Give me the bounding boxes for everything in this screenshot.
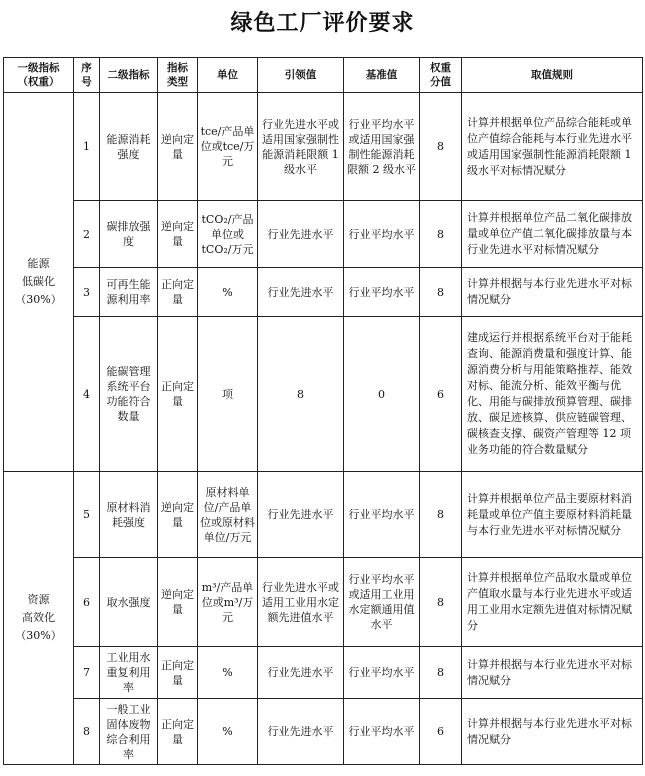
row-type: 正向定量 — [158, 317, 198, 472]
row-weight: 8 — [420, 472, 462, 558]
row-seq: 7 — [74, 647, 100, 699]
row-indicator: 取水强度 — [100, 558, 158, 647]
row-seq: 2 — [74, 201, 100, 268]
page-title: 绿色工厂评价要求 — [230, 10, 415, 36]
header-lead: 引领值 — [258, 58, 344, 93]
row-indicator: 能碳管理系统平台功能符合数量 — [100, 317, 158, 472]
evaluation-table — [3, 57, 643, 765]
row-seq: 5 — [74, 472, 100, 558]
row-rule: 计算并根据与本行业先进水平对标情况赋分 — [462, 647, 643, 699]
row-lead: 行业先进水平 — [258, 699, 344, 765]
row-rule: 计算并根据单位产品综合能耗或单位产值综合能耗与本行业先进水平或适用国家强制性能源消耗限额 1 级水平对标情况赋分 — [462, 93, 643, 201]
row-base: 行业平均水平 — [344, 472, 420, 558]
header-seq: 序 号 — [74, 58, 100, 93]
row-rule: 计算并根据单位产品二氧化碳排放量或单位产值二氧化碳排放量与本行业先进水平对标情况赋分 — [462, 201, 643, 268]
row-indicator: 碳排放强度 — [100, 201, 158, 268]
header-level2: 二级指标 — [100, 58, 158, 93]
table-row — [4, 558, 643, 647]
row-lead: 行业先进水平或适用工业用水定额先进值水平 — [258, 558, 344, 647]
row-lead: 行业先进水平 — [258, 268, 344, 317]
row-weight: 8 — [420, 647, 462, 699]
row-rule: 计算并根据与本行业先进水平对标情况赋分 — [462, 699, 643, 765]
header-rule: 取值规则 — [462, 58, 643, 93]
category-resource: 资源 高效化 （30%） — [4, 472, 74, 765]
row-rule: 计算并根据单位产品主要原材料消耗量或单位产值主要原材料消耗量与本行业先进水平对标情况赋分 — [462, 472, 643, 558]
header-base: 基准值 — [344, 58, 420, 93]
row-unit: tCO₂/产品单位或tCO₂/万元 — [198, 201, 258, 268]
row-base: 行业平均水平或适用工业用水定额通用值水平 — [344, 558, 420, 647]
header-unit: 单位 — [198, 58, 258, 93]
row-base: 行业平均水平 — [344, 201, 420, 268]
row-indicator: 工业用水重复利用率 — [100, 647, 158, 699]
row-weight: 8 — [420, 558, 462, 647]
row-indicator: 原材料消耗强度 — [100, 472, 158, 558]
row-weight: 6 — [420, 317, 462, 472]
row-rule: 计算并根据与本行业先进水平对标情况赋分 — [462, 268, 643, 317]
row-indicator: 可再生能源利用率 — [100, 268, 158, 317]
row-unit: % — [198, 268, 258, 317]
row-base: 行业平均水平 — [344, 268, 420, 317]
row-weight: 8 — [420, 201, 462, 268]
row-type: 逆向定量 — [158, 93, 198, 201]
row-lead: 8 — [258, 317, 344, 472]
row-seq: 1 — [74, 93, 100, 201]
row-seq: 6 — [74, 558, 100, 647]
header-row — [4, 58, 643, 93]
row-weight: 8 — [420, 268, 462, 317]
table-row — [4, 699, 643, 765]
row-weight: 6 — [420, 699, 462, 765]
row-unit: 原材料单位/产品单位或原材料单位/万元 — [198, 472, 258, 558]
row-lead: 行业先进水平 — [258, 201, 344, 268]
table-row — [4, 317, 643, 472]
row-unit: % — [198, 647, 258, 699]
row-lead: 行业先进水平 — [258, 647, 344, 699]
header-type: 指标 类型 — [158, 58, 198, 93]
row-seq: 4 — [74, 317, 100, 472]
row-rule: 计算并根据单位产品取水量或单位产值取水量与本行业先进水平或适用工业用水定额先进值对标情况赋分 — [462, 558, 643, 647]
row-type: 正向定量 — [158, 268, 198, 317]
table-row — [4, 472, 643, 558]
row-base: 行业平均水平 — [344, 699, 420, 765]
row-type: 逆向定量 — [158, 472, 198, 558]
header-weight: 权重 分值 — [420, 58, 462, 93]
row-weight: 8 — [420, 93, 462, 201]
row-base: 0 — [344, 317, 420, 472]
row-unit: m³/产品单位或m³/万元 — [198, 558, 258, 647]
row-lead: 行业先进水平或适用国家强制性能源消耗限额 1 级水平 — [258, 93, 344, 201]
row-base: 行业平均水平 — [344, 647, 420, 699]
row-indicator: 一般工业固体废物综合利用率 — [100, 699, 158, 765]
row-unit: 项 — [198, 317, 258, 472]
table-row — [4, 647, 643, 699]
row-base: 行业平均水平或适用国家强制性能源消耗限额 2 级水平 — [344, 93, 420, 201]
category-energy: 能源 低碳化 （30%） — [4, 93, 74, 472]
row-type: 正向定量 — [158, 699, 198, 765]
table-row — [4, 201, 643, 268]
row-unit: % — [198, 699, 258, 765]
row-seq: 8 — [74, 699, 100, 765]
row-type: 逆向定量 — [158, 558, 198, 647]
row-rule: 建成运行并根据系统平台对于能耗查询、能源消费量和强度计算、能源消费分析与用能策略推荐、能效对标、能流分析、能效平衡与优化、用能与碳排放预算管理、碳排放、碳足迹核算、供应链碳管理、碳核查支撑、碳资产管理等 12 项业务功能的符合数量赋分 — [462, 317, 643, 472]
row-lead: 行业先进水平 — [258, 472, 344, 558]
header-level1: 一级指标 （权重） — [4, 58, 74, 93]
table-row — [4, 268, 643, 317]
row-seq: 3 — [74, 268, 100, 317]
row-type: 正向定量 — [158, 647, 198, 699]
row-type: 逆向定量 — [158, 201, 198, 268]
table-row — [4, 93, 643, 201]
row-unit: tce/产品单位或tce/万元 — [198, 93, 258, 201]
row-indicator: 能源消耗强度 — [100, 93, 158, 201]
